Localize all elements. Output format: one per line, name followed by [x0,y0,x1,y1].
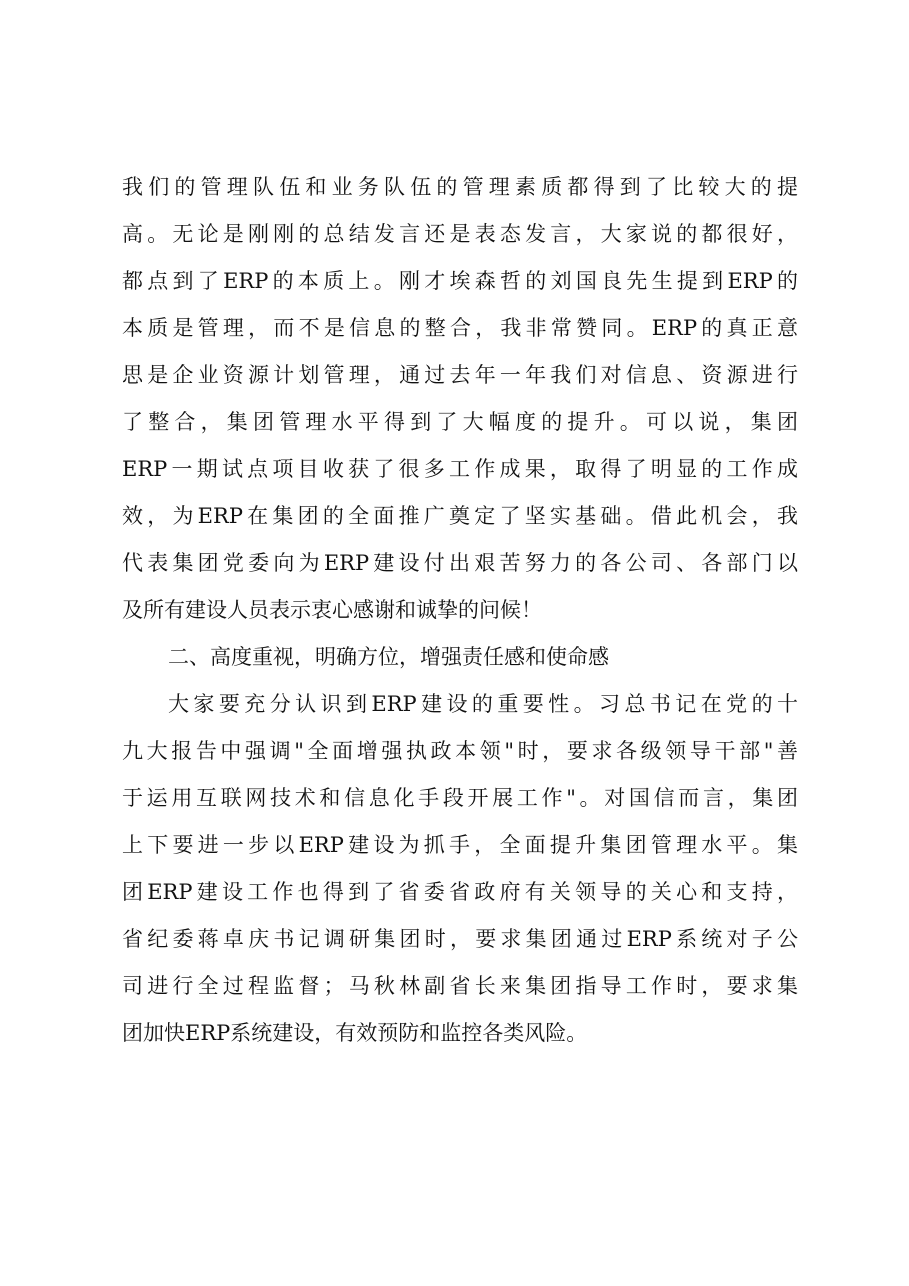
paragraph-line: 九大报告中强调"全面增强执政本领"时，要求各级领导干部"善 [122,739,798,763]
paragraph-line: 于运用互联网技术和信息化手段开展工作"。对国信而言，集团 [122,786,798,810]
paragraph-line: 司进行全过程监督；马秋林副省长来集团指导工作时，要求集 [122,974,798,998]
paragraph-line: 省纪委蒋卓庆书记调研集团时，要求集团通过ERP系统对子公 [122,927,798,951]
document-body [122,164,798,1057]
paragraph-line: 思是企业资源计划管理，通过去年一年我们对信息、资源进行 [122,363,798,387]
paragraph-line: 高。无论是刚刚的总结发言还是表态发言，大家说的都很好， [122,222,798,246]
paragraph-line: 我们的管理队伍和业务队伍的管理素质都得到了比较大的提 [122,175,798,199]
paragraph-line: 上下要进一步以ERP建设为抓手，全面提升集团管理水平。集 [122,833,798,857]
paragraph-line: 及所有建设人员表示衷心感谢和诚挚的问候！ [122,598,542,622]
paragraph-line: 团ERP建设工作也得到了省委省政府有关领导的关心和支持， [122,880,798,904]
paragraph-line: 了整合，集团管理水平得到了大幅度的提升。可以说，集团 [122,410,798,434]
paragraph-line: 都点到了ERP的本质上。刚才埃森哲的刘国良先生提到ERP的 [122,269,798,293]
paragraph-line: 本质是管理，而不是信息的整合，我非常赞同。ERP的真正意 [122,316,798,340]
paragraph-line: 效，为ERP在集团的全面推广奠定了坚实基础。借此机会，我 [122,504,798,528]
paragraph-line: 大家要充分认识到ERP建设的重要性。习总书记在党的十 [168,692,798,716]
section-heading: 二、高度重视，明确方位，增强责任感和使命感 [168,645,609,669]
paragraph-line: 团加快ERP系统建设，有效预防和监控各类风险。 [122,1021,588,1045]
paragraph-line: 代表集团党委向为ERP建设付出艰苦努力的各公司、各部门以 [122,551,798,575]
paragraph-line: ERP一期试点项目收获了很多工作成果，取得了明显的工作成 [122,457,798,481]
